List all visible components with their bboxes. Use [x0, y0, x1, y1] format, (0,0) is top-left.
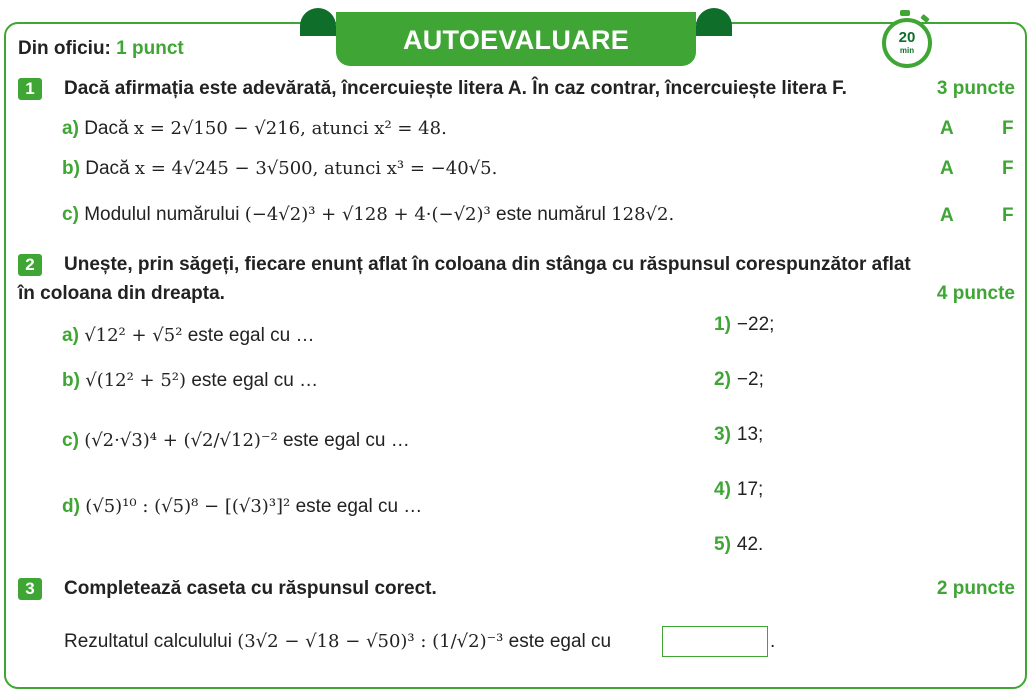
- q2-item-b[interactable]: b) √(12² + 5²) este egal cu …: [62, 370, 319, 391]
- question-1-text: Dacă afirmația este adevărată, încercuiește litera A. În caz contrar, încercuiește litera F.: [64, 78, 847, 99]
- answer-input-box[interactable]: [662, 626, 768, 657]
- question-number-3: 3: [18, 578, 42, 600]
- question-2-text-line1: Unește, prin săgeți, fiecare enunț aflat în coloana din stânga cu răspunsul corespunzător aflat: [64, 254, 911, 275]
- q3-statement: Rezultatul calculului (3√2 − √18 − √50)³ : (1/√2)⁻³ este egal cu: [64, 631, 612, 652]
- q1-c-option-F[interactable]: F: [1002, 205, 1014, 226]
- timer-unit: min: [899, 46, 915, 55]
- question-2-text-line2: în coloana din dreapta.: [18, 283, 225, 304]
- banner-right-tab: [696, 8, 732, 36]
- q1-b-option-A[interactable]: A: [940, 158, 954, 179]
- q1-a-option-A[interactable]: A: [940, 118, 954, 139]
- q1-item-c: c) Modulul numărului (−4√2)³ + √128 + 4·(−√2)³ este numărul 128√2.: [62, 204, 675, 225]
- question-3-points: 2 puncte: [936, 578, 1015, 599]
- q2-item-a[interactable]: a) √12² + √5² este egal cu …: [62, 325, 315, 346]
- q1-c-option-A[interactable]: A: [940, 205, 954, 226]
- q2-item-d[interactable]: d) (√5)¹⁰ : (√5)⁸ − [(√3)³]² este egal cu …: [62, 496, 423, 517]
- question-1-points: 3 puncte: [936, 78, 1015, 99]
- title-banner: [300, 8, 732, 66]
- question-2-points: 4 puncte: [936, 283, 1015, 304]
- q2-item-c[interactable]: c) (√2·√3)⁴ + (√2/√12)⁻² este egal cu …: [62, 430, 410, 451]
- q2-answer-3[interactable]: 3) 13;: [714, 424, 764, 445]
- q1-b-option-F[interactable]: F: [1002, 158, 1014, 179]
- question-number-2: 2: [18, 254, 42, 276]
- page-title: AUTOEVALUARE: [336, 12, 696, 66]
- stopwatch-icon: [880, 8, 932, 64]
- q1-item-a: a) Dacă x = 2√150 − √216, atunci x² = 48.: [62, 118, 447, 139]
- q1-item-b: b) Dacă x = 4√245 − 3√500, atunci x³ = −40√5.: [62, 158, 498, 179]
- oficiu-points: Din oficiu: 1 punct: [18, 38, 184, 59]
- timer-value: 20: [898, 29, 916, 46]
- q1-a-option-F[interactable]: F: [1002, 118, 1014, 139]
- q2-answer-1[interactable]: 1) −22;: [714, 314, 775, 335]
- question-3-text: Completează caseta cu răspunsul corect.: [64, 578, 437, 599]
- question-number-1: 1: [18, 78, 42, 100]
- banner-left-tab: [300, 8, 336, 36]
- q2-answer-2[interactable]: 2) −2;: [714, 369, 764, 390]
- q2-answer-4[interactable]: 4) 17;: [714, 479, 764, 500]
- q2-answer-5[interactable]: 5) 42.: [714, 534, 764, 555]
- q3-end-period: .: [770, 631, 776, 652]
